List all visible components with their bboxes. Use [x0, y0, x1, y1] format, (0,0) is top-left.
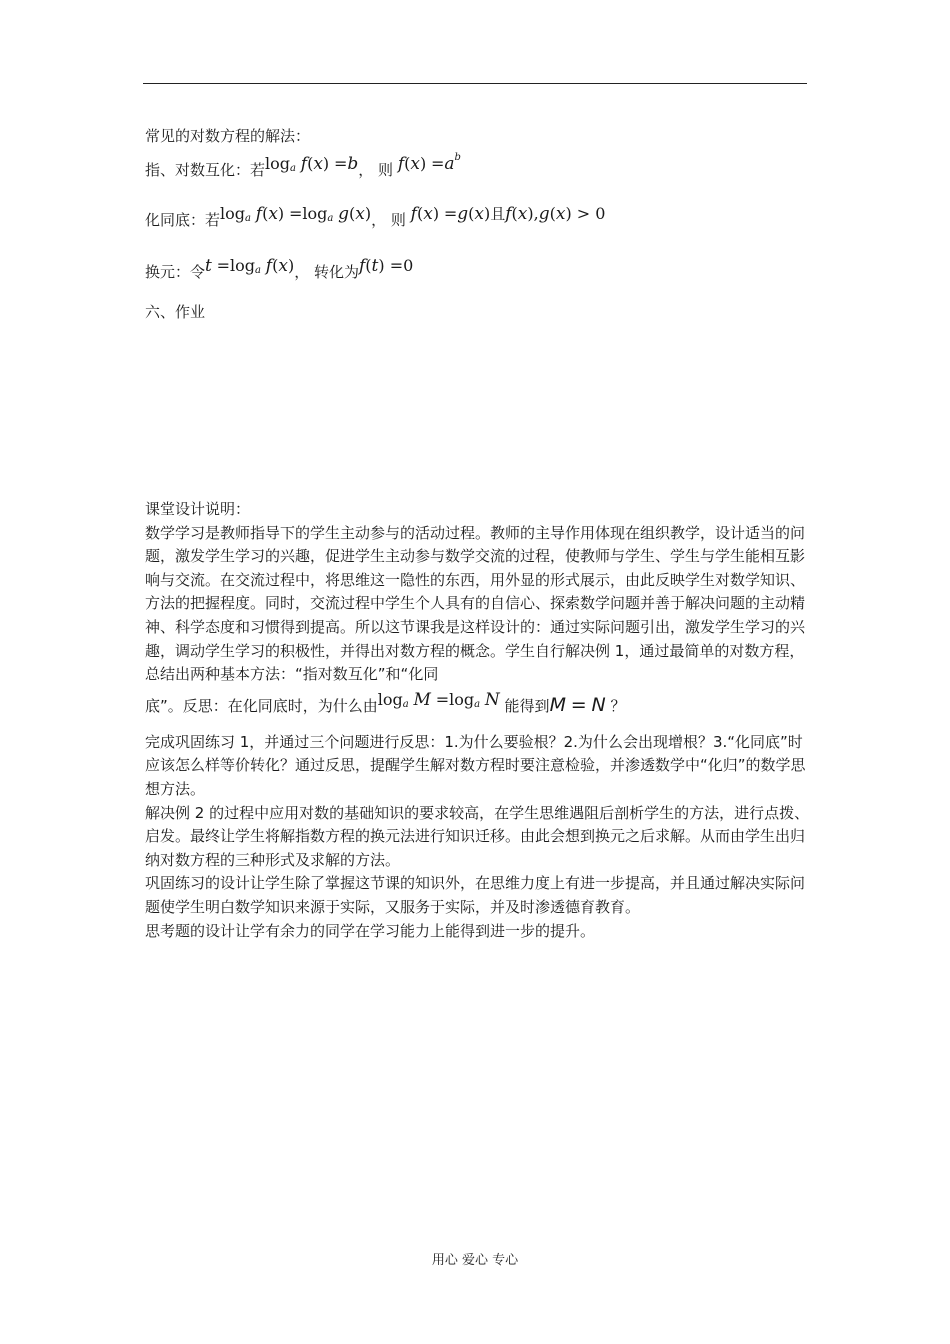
header-rule	[143, 83, 807, 84]
design-notes-paragraph-5: 思考题的设计让学有余力的同学在学习能力上能得到进一步的提升。	[145, 921, 596, 940]
formula-f-eq-a-pow-b: $f(x) =a^b$	[397, 152, 461, 174]
formula-log-f-eq-log-g: loga f(x) =loga g(x)	[220, 204, 372, 224]
design-notes-paragraph-4: 巩固练习的设计让学生除了掌握这节课的知识外，在思维力度上有进一步提高，并且通过解决实际问题使学生明白数学知识来源于实际，又服务于实际，并及时渗透德育教育。	[145, 874, 806, 916]
formula-f-eq-g-positive: f(x) =g(x)且f(x),g(x) > 0	[410, 204, 606, 224]
design-notes-paragraph-1-tail: 底”。反思：在化同底时，为什么由loga M =loga N 能得到M = N ？	[145, 689, 626, 716]
common-methods-title: 常见的对数方程的解法：	[145, 127, 311, 145]
formula-log-f-eq-b: loga f(x) =b	[265, 154, 359, 174]
method-exp-log-conversion: 指、对数互化：若loga f(x) =b， 则 $f(x) =a^b$	[145, 152, 461, 179]
design-notes	[145, 498, 810, 943]
homework-heading: 六、作业	[145, 303, 206, 321]
formula-t-eq-log-f: t =loga f(x)	[205, 256, 295, 276]
method-substitution: 换元：令t =loga f(x)， 转化为f(t) =0	[145, 256, 414, 281]
formula-m-eq-n: M = N	[549, 693, 606, 716]
page-footer: 用心 爱心 专心	[431, 1253, 519, 1268]
design-notes-paragraph-1: 数学学习是教师指导下的学生主动参与的活动过程。教师的主导作用体现在组织教学，设计适当的问题，激发学生学习的兴趣，促进学生主动参与数学交流的过程，使教师与学生、学生与学生能相互影响与交流。在交流过程中，将思维这一隐性的东西，用外显的形式展示，由此反映学生对数学知识、方法的把握程度。同时，交流过程中学生个人具有的自信心、探索数学问题并善于解决问题的主动精神、科学态度和习惯得到提高。所以这节课我是这样设计的：通过实际问题引出，激发学生学习的兴趣，调动学生学习的积极性，并得出对数方程的概念。学生自行解决例 1，通过最简单的对数方程，总结出两种基本方法：“指对数互化”和“化同	[145, 523, 806, 684]
formula-f-t-eq-0: f(t) =0	[359, 256, 414, 276]
design-notes-title: 课堂设计说明：	[145, 500, 251, 518]
design-notes-paragraph-2: 完成巩固练习 1，并通过三个问题进行反思：1.为什么要验根？2.为什么会出现增根？3.“化同底”时应该怎么样等价转化？通过反思，提醒学生解对数方程时要注意检验，并渗透数学中“化归”的数学思想方法。	[145, 732, 806, 798]
method-same-base: 化同底：若loga f(x) =loga g(x)， 则 f(x) =g(x)且f(x),g(x) > 0	[145, 204, 606, 229]
design-notes-paragraph-3: 解决例 2 的过程中应用对数的基础知识的要求较高，在学生思维遇阻后剖析学生的方法，进行点拨、启发。最终让学生将解指数方程的换元法进行知识迁移。由此会想到换元之后求解。从而由学生出归纳对数方程的三种形式及求解的方法。	[145, 803, 810, 869]
formula-log-m-eq-log-n: loga M =loga N	[377, 689, 500, 710]
